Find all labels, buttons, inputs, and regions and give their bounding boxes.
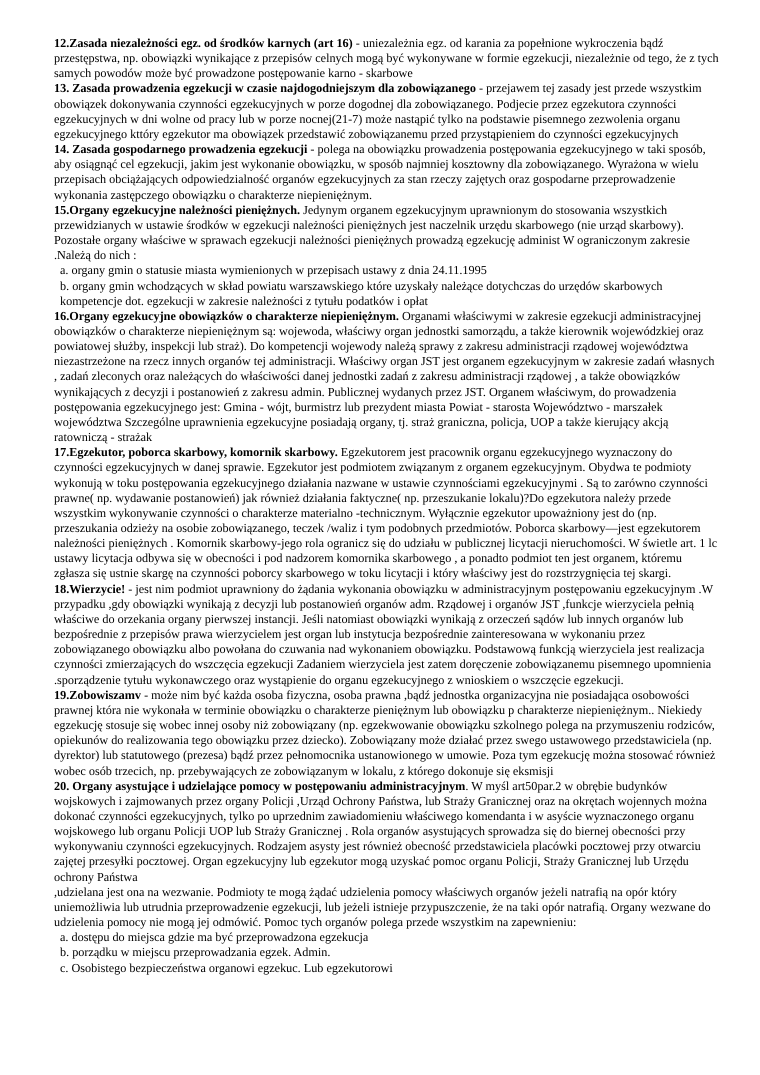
paragraph [54,36,720,81]
section-heading: 18.Wierzycie! [54,581,126,596]
paragraph [54,203,720,264]
paragraph [54,309,720,445]
paragraph [54,81,720,142]
section-14 [54,142,720,203]
section-heading: 17.Egzekutor, poborca skarbowy, komornik skarbowy. [54,445,338,460]
list-item: b. porządku w miejscu przeprowadzania egzek. Admin. [60,945,331,960]
section-heading: 16.Organy egzekucyjne obowiązków o charakterze niepieniężnym. [54,308,399,323]
section-heading: 15.Organy egzekucyjne należności pieniężnych. [54,202,301,217]
section-19 [54,688,720,779]
section-body: - przejawem tej zasady jest przede wszystkim obowiązek dokonywania czynności egzekucyjnych w porze dogodnej dla zobowiązanego. Podjecie przez egzekutora czynności egzekucyjnych w dni wolne od pracy lub w porze nocnej(21-7) może nastąpić tylko na podstawie pisemnego zezwolenia organu egzekucyjnego kttóry egzekutor ma obowiązek przedstawić zobowiązanemu przed przystąpieniem do czynności egzekucyjnych [54,81,702,141]
list-item: a. organy gmin o statusie miasta wymienionych w przepisach ustawy z dnia 24.11.1995 [60,263,487,278]
paragraph: ,udzielana jest ona na wezwanie. Podmioty te mogą żądać udzielenia pomocy właściwych organów jeżeli natrafią na opór który uniemożliwia lub utrudnia przeprowadzenie egzekucji, lub jeżeli istnieje przypuszczenie, że na taki opór natrafią. Organy wezwane do udzielenia pomocy nie mogą jej odmówić. Pomoc tych organów polega przede wszystkim na zapewnieniu: [54,884,711,930]
list-item: c. Osobistego bezpieczeństwa organowi egzekuc. Lub egzekutorowi [60,960,393,975]
section-body: Organami właściwymi w zakresie egzekucji administracyjnej obowiązków o charakterze niepieniężnym są: wojewoda, właściwy organ jednostki samorządu, a także kierownik wojewódzkiej oraz powiatowej służby, inspekcji lub straż). Do kompetencji wojewody należą sprawy z zakresu administracji rządowej województwa niezastrzeżone na rzecz innych organów tej administracji. Właściwy organ JST jest organem egzekucyjnym w zakresie zadań własnych , zadań zleconych oraz należących do właściwości danej jednostki zadań z zakresu administracji rządowej , a także obowiązków wynikających z decyzji i postanowień z zakresu admin. Publicznej wydanych przez JST. Organem właściwym, do prowadzenia postępowania egzekucyjnego jest: Gmina - wójt, burmistrz lub prezydent miasta Powiat - starosta Województwo - marszałek województwa Szczególne uprawnienia egzekucyjne posiadają organy, tj. straż graniczna, policja, UOP a także kierujący akcją ratowniczą - strażak [54,308,715,445]
section-heading: 13. Zasada prowadzenia egzekucji w czasie najdogodniejszym dla zobowiązanego [54,81,476,96]
section-13 [54,81,720,142]
section-body: - jest nim podmiot uprawniony do żądania wykonania obowiązku w administracyjnym postępowaniu egzekucyjnym .W przypadku ,gdy obowiązki wynikają z decyzji lub postanowień organów adm. Rządowej i organów JST ,funkcje wierzyciela pełnią właściwe do orzekania organy pierwszej instancji. Jeśli natomiast obowiązki wynikają z orzeczeń sądów lub innych organów lub bezpośrednie z przepisów prawa wierzycielem jest organ lub instytucja bezpośrednie zainteresowana w wykonaniu przez zobowiązanego obowiązku albo powołana do czuwania nad wykonaniem obowiązku. Podstawową funkcją wierzyciela jest realizacja czynności zmierzających do wszczęcia egzekucji Zadaniem wierzyciela jest zatem doręczenie zobowiązanemu pisemnego upomnienia .sporządzenie tytułu wykonawczego oraz wystąpienie do organu egzekucyjnego z wnioskiem o wszczęcie egzekucji. [54,581,713,687]
list [54,263,720,308]
section-body: - uniezależnia egz. od karania za popełnione wykroczenia bądź przestępstwa, np. obowiązki wynikające z przepisów celnych mogą być wykonywane w formie egzekucji, niezależnie od tego, że z tych samych powodów może być prowadzone postępowanie karno - skarbowe [54,36,719,81]
section-body: - może nim być każda osoba fizyczna, osoba prawna ,bądź jednostka organizacyjna nie posiadająca osobowości prawnej która nie wykonała w terminie obowiązku o charakterze pieniężnym lub obowiązku p charakterze niepieniężnym.. Niekiedy egzekucję stosuje się wobec innej osoby niż zobowiązany (np. egzekwowanie obowiązku szkolnego polega na przymuszeniu rodziców, opiekunów do realizowania tego obowiązku przez dziecko). Zobowiązany może działać przez swego ustawowego przedstawiciela (np. dyrektor) lub statutowego (prezesa) bądź przez pełnomocnika ustanowionego w umowie. Poza tym egzekucję można stosować również wobec osób trzecich, np. przebywających ze zobowiązanym w lokalu, z którego dokonuje się eksmisji [54,687,716,778]
paragraph [54,142,720,203]
paragraph [54,779,720,885]
section-body: - polega na obowiązku prowadzenia postępowania egzekucyjnego w taki sposób, aby osiągnąć cel egzekucji, jakim jest wykonanie obowiązku, w sposób najmniej kosztowny dla zobowiązanego. Wyrażona w wielu przepisach obciążających odpowiedzialność organów egzekucyjnych za stan rzeczy zajętych oraz gospodarne przeprowadzenie wykonania zastępczego obowiązku o charakterze niepieniężnym. [54,142,706,202]
section-18 [54,582,720,688]
paragraph [54,582,720,688]
section-15 [54,203,720,309]
section-20 [54,779,720,976]
section-heading: 19.Zobowiszamv [54,687,142,702]
section-heading: 14. Zasada gospodarnego prowadzenia egzekucji [54,142,308,157]
section-12 [54,36,720,81]
section-heading: 12.Zasada niezależności egz. od środków karnych (art 16) [54,36,353,50]
section-heading: 20. Organy asystujące i udzielające pomocy w postępowaniu administracyjnym [54,778,466,793]
section-body: . W myśl art50par.2 w obrębie budynków wojskowych i zajmowanych przez organy Policji ,Urząd Ochrony Państwa, lub Straży Granicznej oraz na okrętach wojennych można dokonać czynności egzekucyjnych, tylko po uprzednim zawiadomieniu właściwego komendanta i w asyście wyznaczonego organu wojskowego lub organu Policji UOP lub Straży Granicznej . Rola organów asystujących sprowadza się do biernej obecności przy wykonywaniu czynności egzekucyjnych. Rodzajem asysty jest również obecność przedstawiciela placówki pocztowej przy otwarciu zajętej przesyłki pocztowej. Organ egzekucyjny lub egzekutor mogą uzyskać pomoc organu Policji, Straży Granicznej lub Urzędu ochrony Państwa [54,778,707,884]
section-body: Egzekutorem jest pracownik organu egzekucyjnego wyznaczony do czynności egzekucyjnych w danej sprawie. Egzekutor jest podmiotem związanym z organem egzekucyjnym. Obydwa te podmioty wykonują w toku postępowania egzekucyjnego działania nazwane w ustawie czynnościami egzekucyjnymi . Są to zarówno czynności prawne( np. wydawanie postanowień) jak również działania faktyczne( np. przeszukanie lokalu)?Do egzekutora należy przede wszystkim wykonywanie czynności o charakterze materialno -technicznym. Wyłącznie egzekutor upoważniony jest do (np. przeszukania odzieży na osobie zobowiązanego, teczek /waliz i tym podobnych przedmiotów. Poborca skarbowy—jest egzekutorem należności pieniężnych . Komornik skarbowy-jego rola ogranicz się do udziału w publicznej licytacji nieruchomości. W świetle art. 1 lc ustawy licytacja odbywa się w obecności i pod nadzorem komornika skarbowego , a ponadto podmiot ten jest organem, któremu zgłasza się ustnie skargę na czynności poborcy skarbowego w toku licytacji i który właściwy jest do rozstrzygnięcia tej skargi. [54,445,718,581]
list-item: b. organy gmin wchodzących w skład powiatu warszawskiego które uzyskały należące dotychczas do urzędów skarbowych kompetencje dot. egzekucji w zakresie należności z tytułu podatków i opłat [60,278,663,308]
paragraph [54,445,720,581]
section-17 [54,445,720,581]
section-16 [54,309,720,445]
paragraph [54,688,720,779]
section-body: Jedynym organem egzekucyjnym uprawnionym do stosowania wszystkich przewidzianych w ustawie środków w egzekucji należności pieniężnych jest naczelnik urzędu skarbowego (nie urząd skarbowy). Pozostałe organy właściwe w sprawach egzekucji należności pieniężnych prowadzą egzekucję administ W ograniczonym zakresie .Należą do nich : [54,202,690,263]
list [54,930,720,975]
list-item: a. dostępu do miejsca gdzie ma być przeprowadzona egzekucja [60,930,369,945]
